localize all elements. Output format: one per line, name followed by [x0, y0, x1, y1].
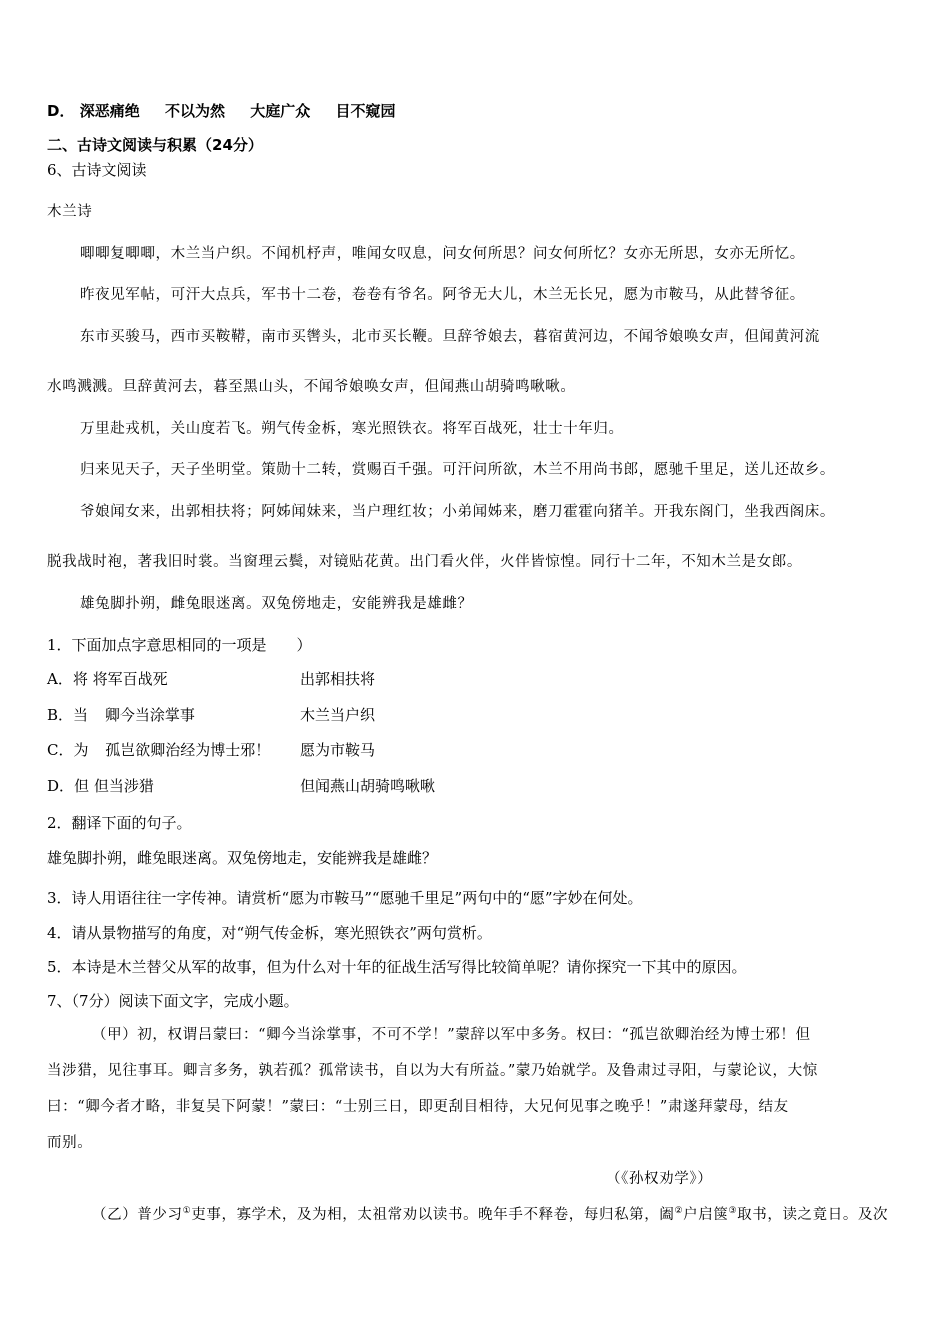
poem-line: 水鸣溅溅。旦辞黄河去，暮至黑山头，不闻爷娘唤女声，但闻燕山胡骑鸣啾啾。: [47, 379, 576, 395]
footnote-marker: ①: [182, 1206, 192, 1217]
prev-option-d-label: D．: [47, 102, 75, 120]
passage-a-source: （《孙权劝学》）: [606, 1171, 713, 1187]
option-row: [47, 669, 927, 689]
prev-option-d: [47, 101, 395, 121]
passage-b-text: 户启箧: [683, 1207, 729, 1223]
passage-a-line: （甲）初，权谓吕蒙曰：“卿今当涂掌事，不可不学！”蒙辞以军中多务。权曰：“孤岂欲卿治经为博士邪！但: [92, 1027, 811, 1043]
poem-line: 爷娘闻女来，出郭相扶将；阿姊闻妹来，当户理红妆；小弟闻姊来，磨刀霍霍向猪羊。开我东阁门，坐我西阁床。: [80, 504, 835, 520]
poem-line: 雄兔脚扑朔，雌兔眼迷离。双兔傍地走，安能辨我是雄雌？: [80, 596, 473, 612]
poem-line: 唧唧复唧唧，木兰当户织。不闻机杼声，唯闻女叹息，问女何所思？问女何所忆？女亦无所思，女亦无所忆。: [80, 246, 805, 262]
option-row: [47, 776, 927, 796]
q6-sub3: 3．诗人用语往往一字传神。请赏析“愿为市鞍马”“愿驰千里足”两句中的“愿”字妙在何处。: [47, 889, 643, 907]
option-left: 将军百战死: [92, 670, 168, 688]
option-label: A．将: [47, 670, 88, 688]
footnote-marker: ③: [728, 1206, 738, 1217]
prev-option-d-item: 深恶痛绝: [79, 102, 140, 120]
option-left: 孤岂欲卿治经为博士邪！: [105, 741, 271, 759]
passage-b-text: 吏事，寡学术，及为相，太祖常劝以读书。晚年手不释卷，每归私第，阖: [191, 1207, 675, 1223]
q6-sub1-stem: 1．下面加点字意思相同的一项是 ）: [47, 636, 312, 654]
q6-heading: 6、古诗文阅读: [47, 161, 147, 179]
option-left: 卿今当涂掌事: [104, 706, 195, 724]
option-label: D．但: [47, 777, 90, 795]
passage-a-line: 当涉猎，见往事耳。卿言多务，孰若孤？孤常读书，自以为大有所益。”蒙乃始就学。及鲁肃过寻阳，与蒙论议，大惊: [47, 1063, 818, 1079]
passage-b-line: [92, 1205, 888, 1225]
passage-a-line: 曰：“卿今者才略，非复吴下阿蒙！”蒙曰：“士别三日，即更刮目相待，大兄何见事之晚乎！”肃遂拜蒙母，结友: [47, 1099, 789, 1115]
section-heading: 二、古诗文阅读与积累（24分）: [47, 136, 263, 154]
option-right: 但闻燕山胡骑鸣啾啾: [300, 777, 436, 795]
option-right: 出郭相扶将: [300, 670, 376, 688]
poem-line: 万里赴戎机，关山度若飞。朔气传金柝，寒光照铁衣。将军百战死，壮士十年归。: [80, 421, 624, 437]
q6-sub2-sentence: 雄兔脚扑朔，雌兔眼迷离。双兔傍地走，安能辨我是雄雌？: [47, 849, 438, 867]
option-left: 但当涉猎: [93, 777, 154, 795]
poem-line: 脱我战时袍，著我旧时裳。当窗理云鬓，对镜贴花黄。出门看火伴，火伴皆惊惶。同行十二年，不知木兰是女郎。: [47, 554, 802, 570]
option-label: B．当: [47, 706, 89, 724]
poem-line: 东市买骏马，西市买鞍鞯，南市买辔头，北市买长鞭。旦辞爷娘去，暮宿黄河边，不闻爷娘唤女声，但闻黄河流: [80, 329, 820, 345]
prev-option-d-item: 大庭广众: [250, 102, 311, 120]
q6-sub2-stem: 2．翻译下面的句子。: [47, 814, 192, 832]
prev-option-d-item: 目不窥园: [335, 102, 396, 120]
footnote-marker: ②: [674, 1206, 684, 1217]
prev-option-d-item: 不以为然: [164, 102, 225, 120]
poem-line: 归来见天子，天子坐明堂。策勋十二转，赏赐百千强。可汗问所欲，木兰不用尚书郎，愿驰千里足，送儿还故乡。: [80, 462, 835, 478]
option-right: 愿为市鞍马: [300, 741, 376, 759]
option-row: [47, 705, 927, 725]
passage-b-text: （乙）普少习: [92, 1207, 183, 1223]
q7-heading: 7、（7分）阅读下面文字，完成小题。: [47, 992, 299, 1010]
q6-sub4: 4．请从景物描写的角度，对“朔气传金柝，寒光照铁衣”两句赏析。: [47, 924, 492, 942]
q6-sub5: 5．本诗是木兰替父从军的故事，但为什么对十年的征战生活写得比较简单呢？请你探究一下其中的原因。: [47, 958, 747, 976]
poem-title: 木兰诗: [47, 204, 93, 220]
option-right: 木兰当户织: [300, 706, 376, 724]
option-label: C．为: [47, 741, 89, 759]
poem-line: 昨夜见军帖，可汗大点兵，军书十二卷，卷卷有爷名。阿爷无大儿，木兰无长兄，愿为市鞍马，从此替爷征。: [80, 287, 805, 303]
passage-b-text: 取书，读之竟日。及次: [737, 1207, 889, 1223]
option-row: [47, 740, 927, 760]
passage-a-line: 而别。: [47, 1135, 93, 1151]
